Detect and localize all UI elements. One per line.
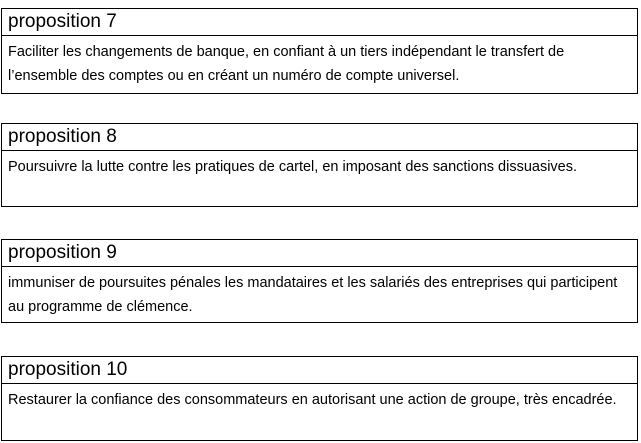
proposition-8	[1, 123, 638, 207]
proposition-text: Faciliter les changements de banque, en confiant à un tiers indépendant le transfert de l’ensemble des comptes ou en créant un numéro de compte universel.	[1, 36, 638, 94]
proposition-text: immuniser de poursuites pénales les mandataires et les salariés des entreprises qui participent au programme de clémence.	[1, 267, 638, 323]
proposition-title: proposition 9	[1, 239, 638, 267]
proposition-title: proposition 8	[1, 123, 638, 151]
proposition-10	[1, 356, 638, 441]
proposition-text: Restaurer la confiance des consommateurs en autorisant une action de groupe, très encadrée.	[1, 384, 638, 441]
proposition-text: Poursuivre la lutte contre les pratiques de cartel, en imposant des sanctions dissuasives.	[1, 151, 638, 207]
proposition-9	[1, 239, 638, 323]
proposition-7	[1, 8, 638, 94]
proposition-title: proposition 10	[1, 356, 638, 384]
proposition-title: proposition 7	[1, 8, 638, 36]
